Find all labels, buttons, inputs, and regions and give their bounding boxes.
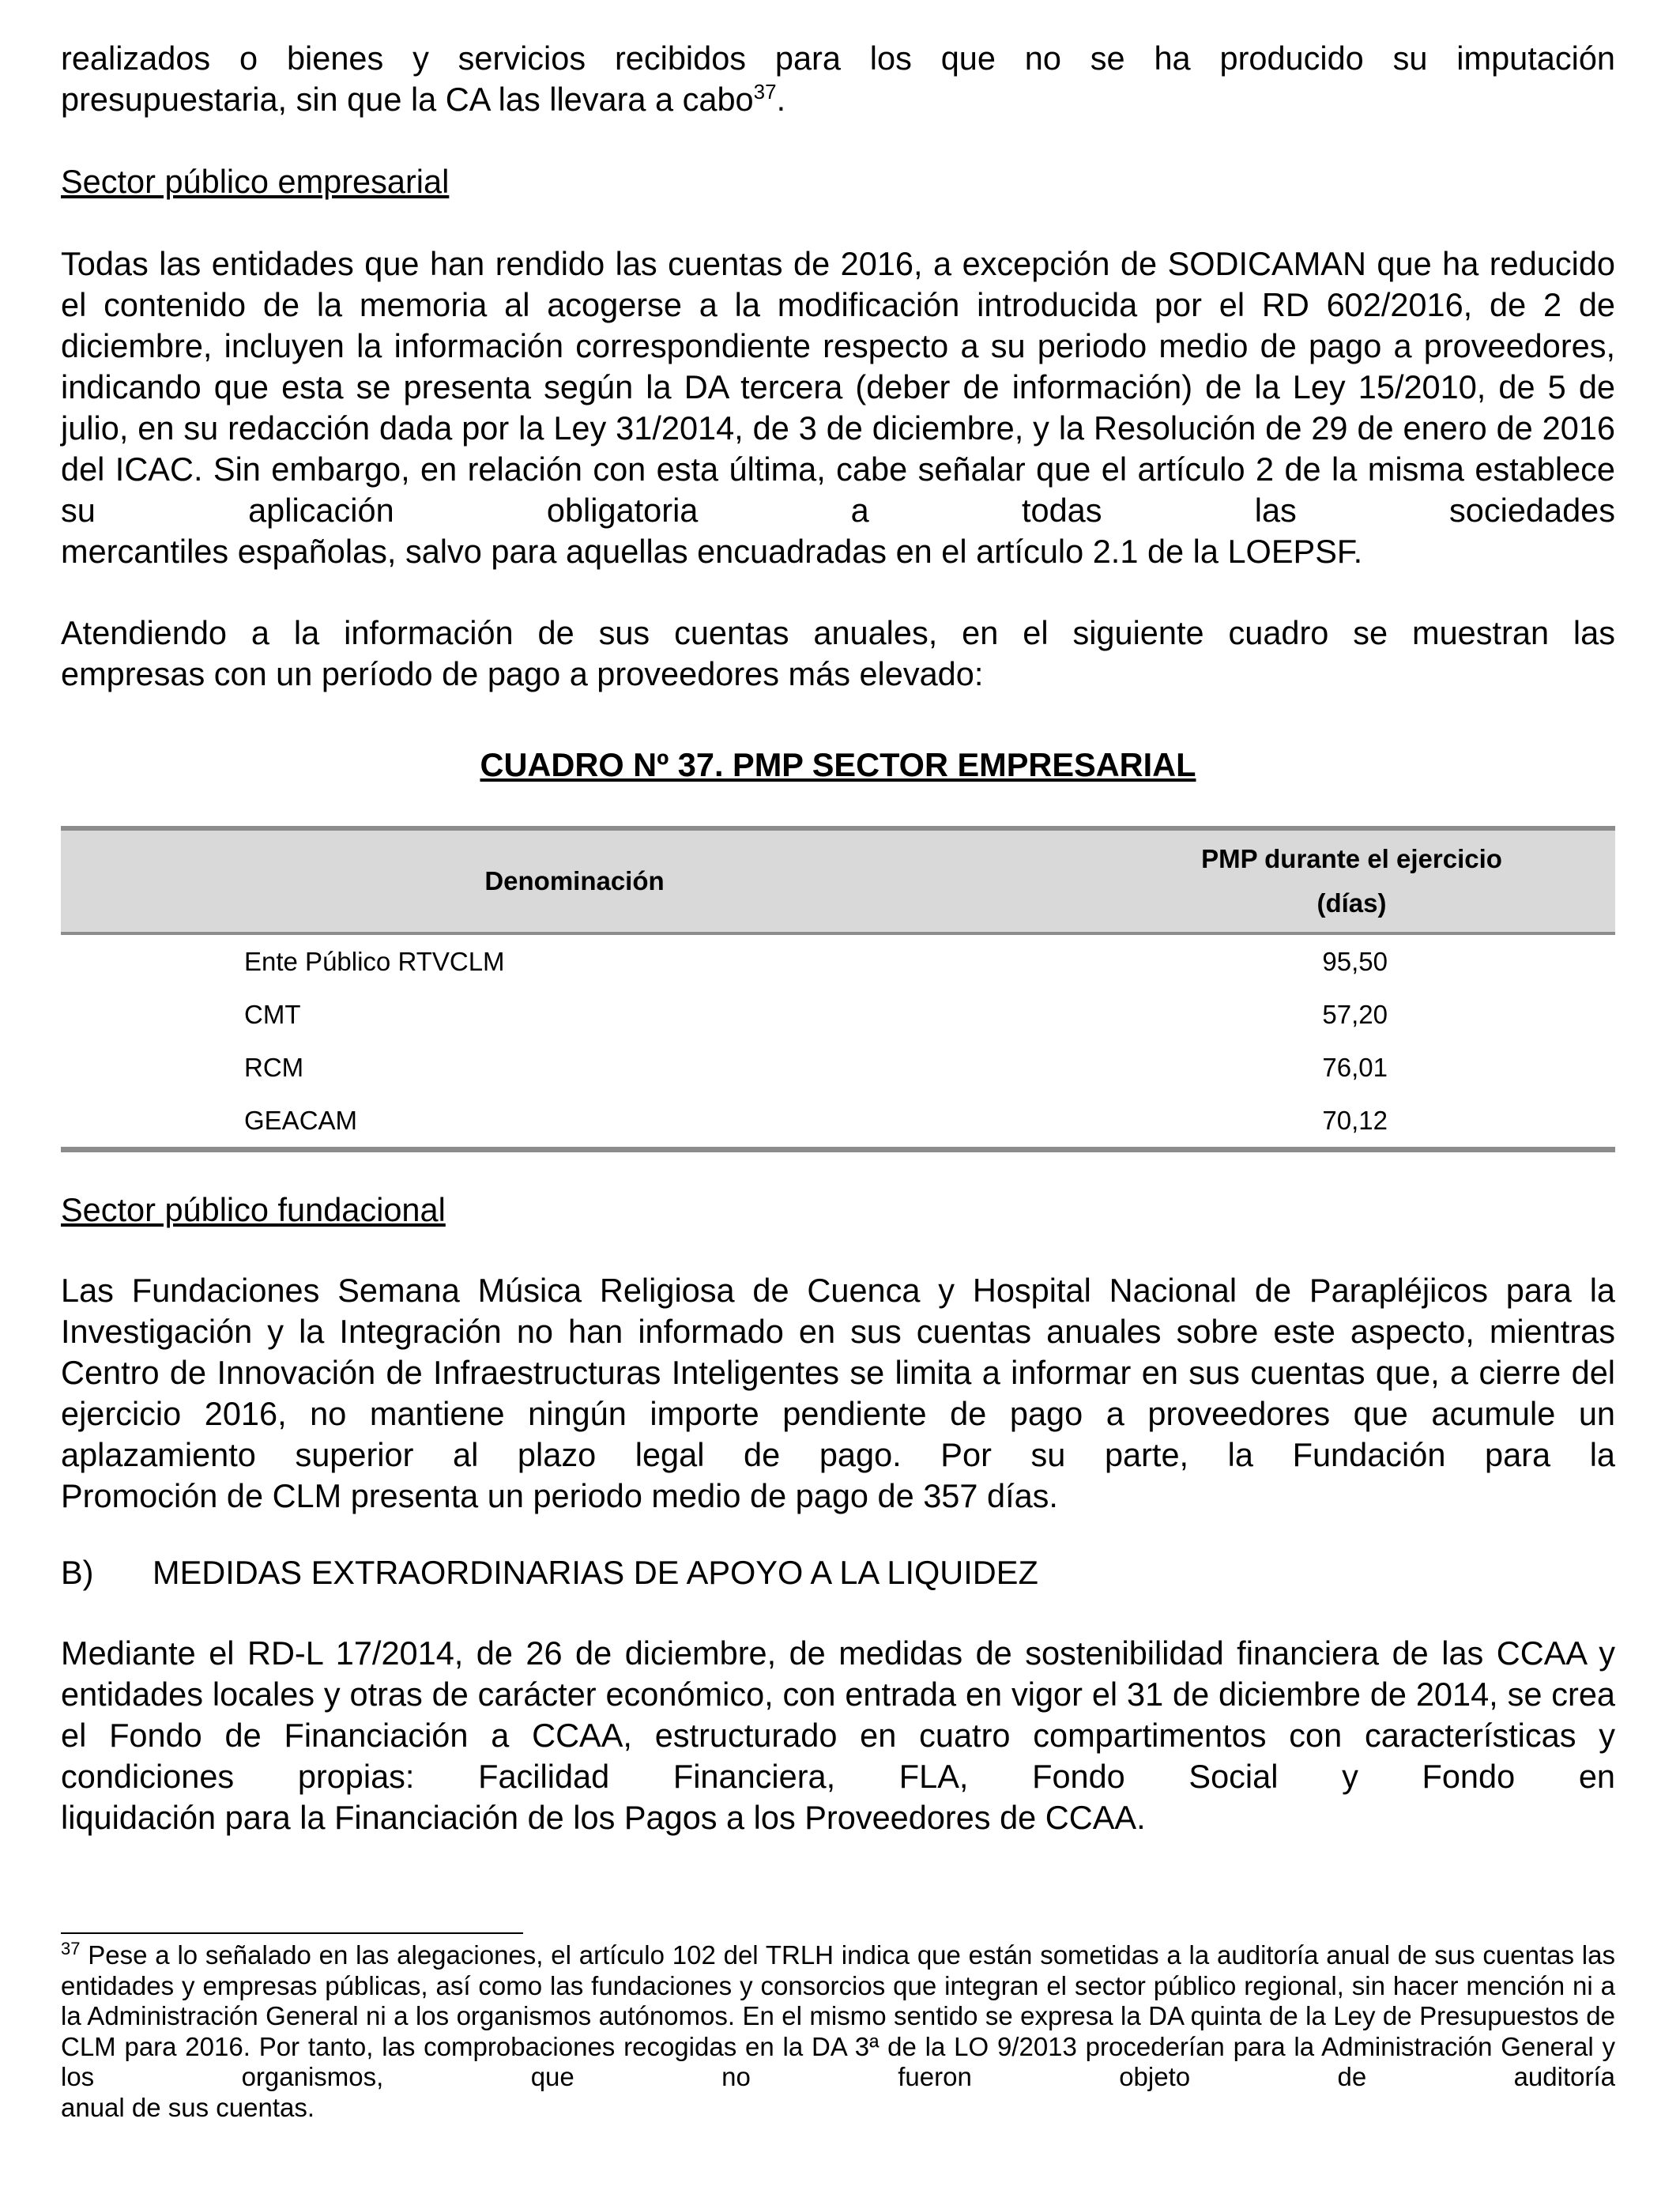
column-header-denominacion: Denominación [61,828,1088,933]
row-name: CMT [244,999,301,1029]
table-row [61,1094,1615,1150]
section-letter: B) [61,1554,94,1591]
row-name: GEACAM [61,1094,1088,1150]
empresarial-paragraph-1: Todas las entidades que han rendido las cuentas de 2016, a excepción de SODICAMAN que ha reducido el contenido de la memoria al acogerse a la modificación introducida por el RD 602/2016, de 2 de diciembre, incluyen la información correspondiente respecto a su periodo medio de pago a proveedores, indicando que esta se presenta según la DA tercera (deber de información) de la Ley 15/2010, de 5 de julio, en su redacción dada por la Ley 31/2014, de 3 de diciembre, y la Resolución de 29 de enero de 2016 del ICAC. Sin embargo, en relación con esta última, cabe señalar que el artículo 2 de la misma establece su aplicación obligatoria a todas las sociedades mercantiles españolas, salvo para aquellas encuadradas en el artículo 2.1 de la LOEPSF. [61,245,1615,570]
empresarial-paragraph-2: Atendiendo a la información de sus cuentas anuales, en el siguiente cuadro se muestran las empresas con un período de pago a proveedores más elevado: [61,614,1615,692]
section-title: MEDIDAS EXTRAORDINARIAS DE APOYO A LA LIQUIDEZ [153,1554,1038,1591]
footnote-text: Pese a lo señalado en las alegaciones, el artículo 102 del TRLH indica que están sometidas a la auditoría anual de sus cuentas las entidades y empresas públicas, así como las fundaciones y consorcios que integran el sector público regional, sin hacer mención ni a la Administración General ni a los organismos autónomos. En el mismo sentido se expresa la DA quinta de la Ley de Presupuestos de CLM para 2016. Por tanto, las comprobaciones recogidas en la DA 3ª de la LO 9/2013 procederían para la Administración General y los organismos, que no fueron objeto de auditoría [61,1940,1615,2091]
footnote [61,1940,1615,2123]
row-name: Ente Público RTVCLM [244,946,505,976]
table-row [61,988,1615,1041]
intro-line2: presupuestaria, sin que la CA las llevara a cabo [61,81,754,118]
footnote-number: 37 [61,1939,81,1958]
section-b-paragraph: Mediante el RD-L 17/2014, de 26 de diciembre, de medidas de sostenibilidad financiera de las CCAA y entidades locales y otras de carácter económico, con entrada en vigor el 31 de diciembre de 2014, se crea el Fondo de Financiación a CCAA, estructurado en cuatro compartimentos con características y condiciones propias: Facilidad Financiera, FLA, Fondo Social y Fondo en liquidación para la Financiación de los Pagos a los Proveedores de CCAA. [61,1634,1615,1836]
table-row [61,933,1615,988]
section-b-heading [61,1552,1615,1593]
footnote-text-last: anual de sus cuentas. [61,2092,315,2122]
table-header-row [61,828,1615,933]
heading-sector-empresarial: Sector público empresarial [61,163,450,200]
intro-paragraph [61,38,1615,120]
row-name: RCM [244,1052,304,1082]
row-value: 57,20 [1322,999,1388,1029]
intro-line2-end: . [776,81,786,118]
column-header-pmp: PMP durante el ejercicio (días) [1088,828,1615,933]
row-value: 70,12 [1088,1094,1615,1150]
row-value: 95,50 [1322,946,1388,976]
row-value: 76,01 [1322,1052,1388,1082]
table-title: CUADRO Nº 37. PMP SECTOR EMPRESARIAL [480,746,1196,783]
table-row [61,1041,1615,1094]
pmp-table [61,826,1615,1152]
footnote-separator [61,1932,523,1934]
intro-line1: realizados o bienes y servicios recibidos para los que no se ha producido su imputación [61,40,1615,77]
footnote-ref[interactable]: 37 [753,80,777,104]
fundacional-paragraph: Las Fundaciones Semana Música Religiosa de Cuenca y Hospital Nacional de Parapléjicos para la Investigación y la Integración no han informado en sus cuentas anuales sobre este aspecto, mientras Centro de Innovación de Infraestructuras Inteligentes se limita a informar en sus cuentas que, a cierre del ejercicio 2016, no mantiene ningún importe pendiente de pago a proveedores que acumule un aplazamiento superior al plazo legal de pago. Por su parte, la Fundación para la Promoción de CLM presenta un periodo medio de pago de 357 días. [61,1272,1615,1514]
heading-sector-fundacional: Sector público fundacional [61,1191,446,1228]
